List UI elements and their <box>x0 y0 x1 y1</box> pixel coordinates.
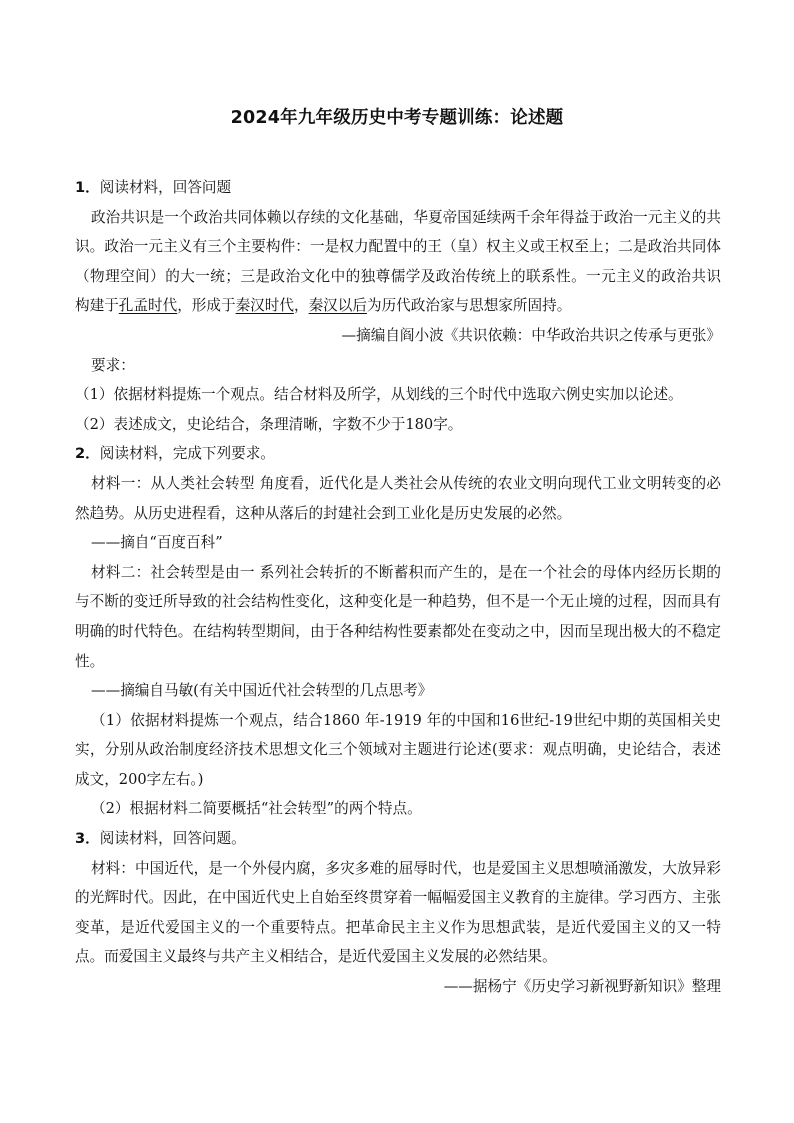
page-title: 2024年九年级历史中考专题训练：论述题 <box>230 108 564 128</box>
question-1-requirement-2: （2）表述成文，史论结合，条理清晰，字数不少于180字。 <box>75 415 463 433</box>
question-3-material: 材料：中国近代，是一个外侵内腐，多灾多难的屈辱时代，也是爱国主义思想喷涌激发，大放异彩的光辉时代。因此，在中国近代史上自始至终贯穿着一幅幅爱国主义教育的主旋律。学习西方、主张变革，是近代爱国主义的一个重要特点。把革命民主主义作为思想武装，是近代爱国主义的又一特点。而爱国主义最终与共产主义相结合，是近代爱国主义发展的必然结果。 <box>75 859 721 966</box>
question-3-header <box>75 824 721 854</box>
question-2-source-2: ——摘编自马敏(有关中国近代社会转型的几点思考》 <box>91 682 433 700</box>
question-2-number: 2． <box>75 445 100 463</box>
question-1-requirements-label: 要求： <box>91 356 135 374</box>
question-3-number: 3． <box>75 830 100 848</box>
question-3-source: ——据杨宁《历史学习新视野新知识》整理 <box>443 978 721 996</box>
underlined-era-after-qinhan: 秦汉以后 <box>308 297 367 315</box>
question-1-source: —摘编自阎小波《共识依赖：中华政治共识之传承与更张》 <box>341 326 721 344</box>
question-2-prompt: 阅读材料，完成下列要求。 <box>99 445 275 463</box>
question-2-material-1: 材料一：从人类社会转型 角度看，近代化是人类社会从传统的农业文明向现代工业文明转变的必然趋势。从历史进程看，这种从落后的封建社会到工业化是历史发展的必然。 <box>75 474 721 522</box>
question-3-prompt: 阅读材料，回答问题。 <box>99 830 246 848</box>
underlined-era-kongmeng: 孔孟时代 <box>118 297 178 315</box>
question-1-number: 1． <box>75 179 100 196</box>
question-1-prompt: 阅读材料，回答问题 <box>99 179 232 196</box>
question-1-requirement-1: （1）依据材料提炼一个观点。结合材料及所学，从划线的三个时代中选取六例史实加以论述。 <box>75 386 683 404</box>
question-2-header <box>75 439 721 469</box>
question-1-material: 政治共识是一个政治共同体赖以存续的文化基础，华夏帝国延续两千余年得益于政治一元主义的共识。政治一元主义有三个主要构件：一是权力配置中的王（皇）权主义或王权至上；二是政治共同体（物理空间）的大一统；三是政治文化中的独尊儒学及政治传统上的联系性。一元主义的政治共识 构建于孔孟时代，形成于秦汉时代，秦汉以后为历代政治家与思想家所固持。 <box>75 208 721 315</box>
question-1-header <box>75 173 721 203</box>
question-list <box>75 173 721 1002</box>
underlined-era-qinhan: 秦汉时代 <box>235 297 294 315</box>
question-2-material-2: 材料二：社会转型是由一 系列社会转折的不断蓄积而产生的，是在一个社会的母体内经历长期的与不断的变迁所导致的社会结构性变化，这种变化是一种趋势，但不是一个无止境的过程，因而具有明确的时代特色。在结构转型期间，由于各种结构性要素都处在变动之中，因而呈现出极大的不稳定性。 <box>75 563 721 670</box>
question-2-ask-2: （2）根据材料二简要概括“社会转型”的两个特点。 <box>91 800 422 818</box>
question-2-ask-1: （1）依据材料提炼一个观点，结合1860 年-1919 年的中国和16世纪-19世纪中期的英国相关史实，分别从政治制度经济技术思想文化三个领域对主题进行论述(要求：观点明确，史论结合，表述成文，200字左右。) <box>75 711 721 788</box>
question-2-source-1: ——摘自“百度百科” <box>91 534 223 552</box>
